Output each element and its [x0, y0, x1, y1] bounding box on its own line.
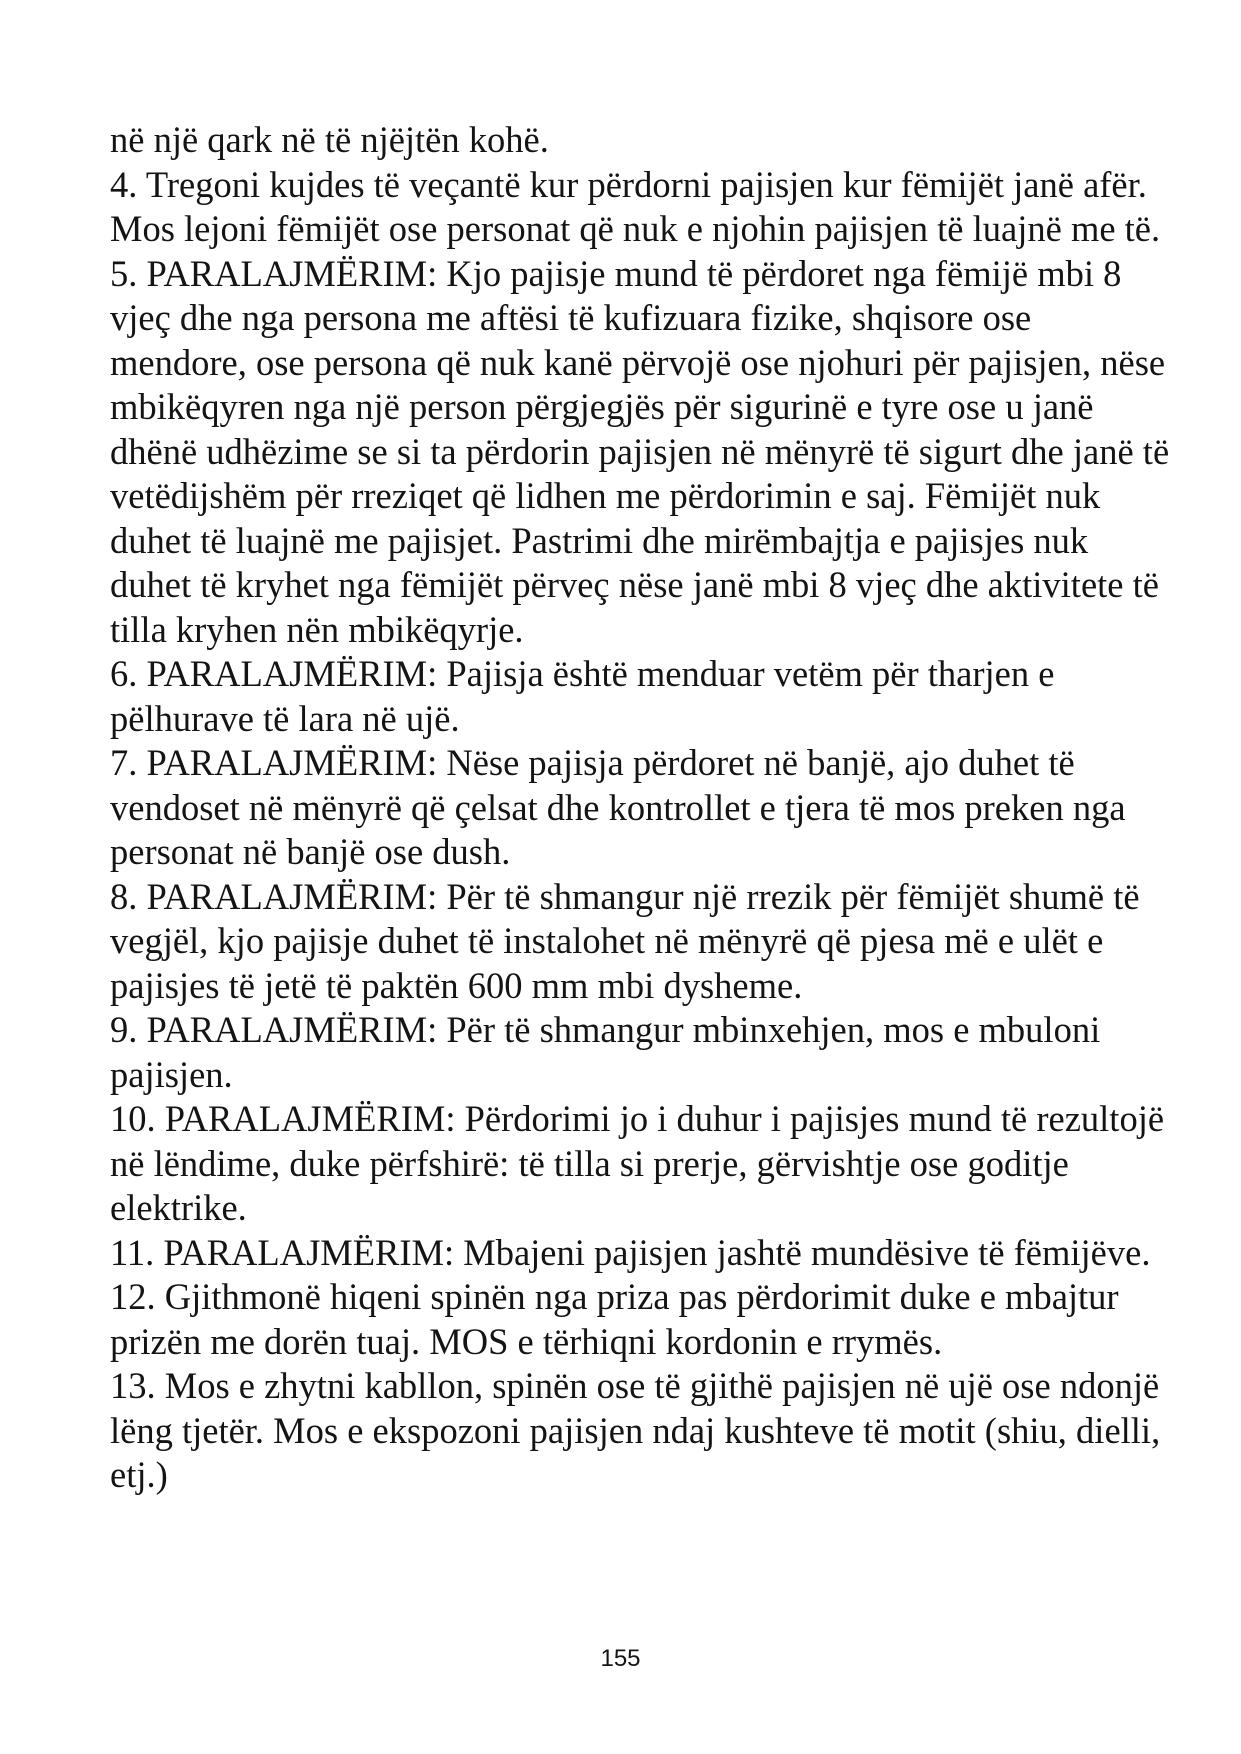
list-item-5: 5. PARALAJMËRIM: Kjo pajisje mund të përdoret nga fëmijë mbi 8 vjeç dhe nga persona me aftësi të kufizuara fizike, shqisore ose mendore, ose persona që nuk kanë përvojë ose njohuri për pajisjen, nëse mbikëqyren nga një person përgjegjës për sigurinë e tyre ose u janë dhënë udhëzime se si ta përdorin pajisjen në mënyrë të sigurt dhe janë të vetëdijshëm për rreziqet që lidhen me përdorimin e saj. Fëmijët nuk duhet të luajnë me pajisjet. Pastrimi dhe mirëmbajtja e pajisjes nuk duhet të kryhet nga fëmijët përveç nëse janë mbi 8 vjeç dhe aktivitete të tilla kryhen nën mbikëqyrje. [110, 252, 1170, 650]
paragraph-continuation: në një qark në të njëjtën kohë. [110, 119, 549, 160]
list-item-12: 12. Gjithmonë hiqeni spinën nga priza pas përdorimit duke e mbajtur prizën me dorën tuaj. MOS e tërhiqni kordonin e rrymës. [110, 1276, 1119, 1362]
list-item-13: 13. Mos e zhytni kabllon, spinën ose të gjithë pajisjen në ujë ose ndonjë lëng tjetër. Mos e ekspozoni pajisjen ndaj kushteve të motit (shiu, dielli, etj.) [110, 1365, 1161, 1495]
list-item-6: 6. PARALAJMËRIM: Pajisja është menduar vetëm për tharjen e pëlhurave të lara në ujë. [110, 653, 1055, 739]
list-item-8: 8. PARALAJMËRIM: Për të shmangur një rrezik për fëmijët shumë të vegjël, kjo pajisje duhet të instalohet në mënyrë që pjesa më e ulët e pajisjes të jetë të paktën 600 mm mbi dysheme. [110, 875, 1140, 1006]
body-text [110, 118, 1170, 1498]
list-item-7: 7. PARALAJMËRIM: Nëse pajisja përdoret në banjë, ajo duhet të vendoset në mënyrë që çelsat dhe kontrollet e tjera të mos preken nga personat në banjë ose dush. [110, 742, 1126, 872]
list-item-4: 4. Tregoni kujdes të veçantë kur përdorni pajisjen kur fëmijët janë afër. Mos lejoni fëmijët ose personat që nuk e njohin pajisjen të luajnë me të. [110, 163, 1161, 249]
list-item-9: 9. PARALAJMËRIM: Për të shmangur mbinxehjen, mos e mbuloni pajisjen. [110, 1009, 1101, 1095]
page-number: 155 [600, 1645, 641, 1672]
list-item-11: 11. PARALAJMËRIM: Mbajeni pajisjen jashtë mundësive të fëmijëve. [110, 1231, 1151, 1273]
list-item-10: 10. PARALAJMËRIM: Përdorimi jo i duhur i pajisjes mund të rezultojë në lëndime, duke përfshirë: të tilla si prerje, gërvishtje ose goditje elektrike. [110, 1098, 1165, 1228]
